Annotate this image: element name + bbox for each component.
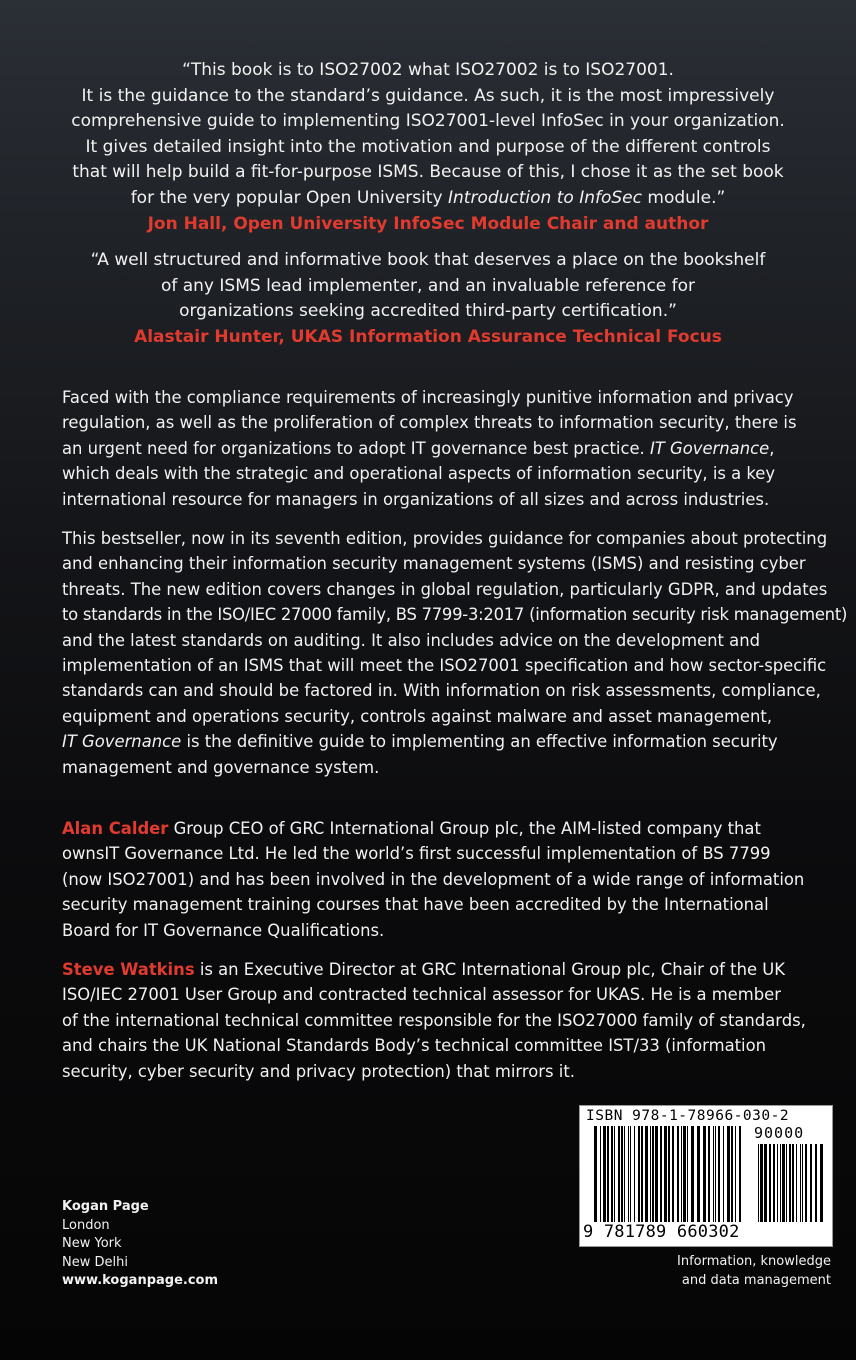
text-line: to standards in the ISO/IEC 27000 family, BS 7799-3:2017 (information security risk management) xyxy=(62,605,848,625)
barcode-bar xyxy=(614,1126,615,1222)
text: , xyxy=(769,438,775,458)
text-line: ownsIT Governance Ltd. He led the world’s first successful implementation of BS 7799 xyxy=(62,844,771,864)
author-name: Alan Calder xyxy=(62,819,169,838)
barcode-bar xyxy=(697,1126,700,1222)
quote-line: “A well structured and informative book that deserves a place on the bookshelf xyxy=(90,250,766,270)
subject-category xyxy=(640,1253,831,1290)
barcode-bar xyxy=(668,1126,670,1222)
text-line: management and governance system. xyxy=(62,757,380,777)
publisher-city: New Delhi xyxy=(62,1254,128,1270)
barcode-bar xyxy=(800,1144,801,1222)
publisher-website: www.koganpage.com xyxy=(62,1273,219,1288)
barcode-bar xyxy=(810,1144,812,1222)
quote-line: “This book is to ISO27002 what ISO27002 is to ISO27001. xyxy=(182,60,674,80)
text-line: ISO/IEC 27001 User Group and contracted technical assessor for UKAS. He is a member xyxy=(62,985,781,1005)
barcode-bar xyxy=(739,1126,741,1222)
text-line xyxy=(62,957,822,982)
barcode-bar xyxy=(600,1126,601,1222)
barcode-bar xyxy=(634,1126,635,1222)
barcode-bar xyxy=(650,1126,651,1222)
publisher-block xyxy=(62,1198,218,1291)
text-line: security management training courses that have been accredited by the International xyxy=(62,895,769,915)
barcode-bar xyxy=(731,1126,733,1222)
isbn-text: ISBN 978-1-78966-030-2 xyxy=(586,1108,790,1124)
barcode-bar xyxy=(703,1126,706,1222)
barcode-bar xyxy=(780,1144,781,1222)
course-title: Introduction to InfoSec xyxy=(448,187,642,208)
barcode-bar xyxy=(715,1126,716,1222)
barcode-bar xyxy=(727,1126,730,1222)
barcode-bar xyxy=(764,1144,767,1222)
barcode-bar xyxy=(645,1126,648,1222)
text-line: and enhancing their information security management systems (ISMS) and resisting cyber xyxy=(62,554,806,574)
quote-line xyxy=(0,186,856,212)
barcode-bar xyxy=(786,1144,787,1222)
text-line: Faced with the compliance requirements of increasingly punitive information and privacy xyxy=(62,388,794,407)
quote-line: It is the guidance to the standard’s guidance. As such, it is the most impressively xyxy=(81,85,775,106)
description-paragraph-1 xyxy=(62,385,822,512)
barcode-bar xyxy=(718,1126,720,1222)
category-line: and data management xyxy=(681,1272,831,1288)
publisher-city: London xyxy=(62,1217,110,1233)
barcode-bar xyxy=(782,1144,785,1222)
barcode-bar xyxy=(624,1126,625,1222)
barcode-bar xyxy=(607,1126,609,1222)
text-line: implementation of an ISMS that will meet the ISO27001 specification and how sector-specific xyxy=(62,656,827,676)
publisher-name: Kogan Page xyxy=(62,1199,149,1214)
text-line: standards can and should be factored in. With information on risk assessments, compliance, xyxy=(62,681,821,701)
text-line: security, cyber security and privacy protection) that mirrors it. xyxy=(62,1061,575,1081)
barcode-bar xyxy=(802,1144,803,1222)
isbn-barcode xyxy=(579,1105,833,1247)
barcode-bar xyxy=(789,1144,791,1222)
barcode-bar xyxy=(691,1126,694,1222)
barcode-bar xyxy=(735,1126,736,1222)
barcode-bar xyxy=(683,1126,686,1222)
barcode-bar xyxy=(681,1126,682,1222)
testimonial-quote-2 xyxy=(0,248,856,350)
quote-attribution: Alastair Hunter, UKAS Information Assurance Technical Focus xyxy=(134,326,722,347)
barcode-bar xyxy=(760,1144,763,1222)
text-line: of the international technical committee responsible for the ISO27000 family of standards, xyxy=(62,1010,806,1030)
book-title: IT Governance xyxy=(62,732,182,752)
barcode-bar xyxy=(641,1126,643,1222)
barcode-bar xyxy=(672,1126,674,1222)
barcode-bar xyxy=(603,1126,606,1222)
text: is an Executive Director at GRC International Group plc, Chair of the UK xyxy=(194,960,785,979)
quote-line: comprehensive guide to implementing ISO27001-level InfoSec in your organization. xyxy=(71,111,785,132)
quote-text: module.” xyxy=(641,187,726,208)
text: is the definitive guide to implementing an effective information security xyxy=(181,732,778,752)
text-line: regulation, as well as the proliferation of complex threats to information security, there is xyxy=(62,413,797,433)
barcode-bar xyxy=(758,1144,759,1222)
barcode-bar xyxy=(777,1144,778,1222)
category-line: Information, knowledge xyxy=(677,1254,831,1269)
barcode-bar xyxy=(621,1126,623,1222)
barcode-bar xyxy=(611,1126,613,1222)
text-line xyxy=(62,816,822,841)
text-line xyxy=(62,729,822,754)
barcode-bar xyxy=(820,1144,823,1222)
barcode-bar xyxy=(815,1144,817,1222)
barcode-bar xyxy=(638,1126,640,1222)
barcode-bar xyxy=(805,1144,807,1222)
barcode-bar xyxy=(708,1126,710,1222)
barcode-bar xyxy=(628,1126,629,1222)
text: an urgent need for organizations to adopt IT governance best practice. xyxy=(62,438,650,458)
barcode-bar xyxy=(664,1126,667,1222)
barcode-bar xyxy=(792,1144,794,1222)
testimonial-quote-1 xyxy=(0,58,856,237)
author-bio-watkins xyxy=(62,957,822,1084)
quote-text: for the very popular Open University xyxy=(130,187,449,208)
barcode-bar xyxy=(773,1144,775,1222)
quote-line: that will help build a fit-for-purpose ISMS. Because of this, I chose it as the set book xyxy=(72,162,784,183)
ean-number: 9 781789 660302 xyxy=(583,1222,740,1242)
barcode-bar xyxy=(652,1126,654,1222)
text-line: and the latest standards on auditing. It also includes advice on the development and xyxy=(62,630,760,650)
author-bio-calder xyxy=(62,816,822,943)
text-line: and chairs the UK National Standards Body’s technical committee IST/33 (information xyxy=(62,1036,767,1056)
text-line: Board for IT Governance Qualifications. xyxy=(62,920,385,940)
barcode-bar xyxy=(618,1126,620,1222)
barcode-addon-bars xyxy=(758,1144,826,1222)
text-line: This bestseller, now in its seventh edition, provides guidance for companies about protecting xyxy=(62,529,828,548)
barcode-bar xyxy=(594,1126,597,1222)
text-line: (now ISO27001) and has been involved in the development of a wide range of information xyxy=(62,869,805,889)
barcode-bars xyxy=(594,1126,746,1222)
barcode-bar xyxy=(796,1144,797,1222)
barcode-bar xyxy=(713,1126,714,1222)
barcode-bar xyxy=(655,1126,658,1222)
barcode-bar xyxy=(677,1126,679,1222)
quote-line: It gives detailed insight into the motivation and purpose of the different controls xyxy=(85,136,771,157)
quote-line: of any ISMS lead implementer, and an invaluable reference for xyxy=(160,275,696,296)
barcode-addon-number: 90000 xyxy=(754,1124,805,1142)
text-line: which deals with the strategic and operational aspects of information security, is a key xyxy=(62,464,776,484)
quote-attribution: Jon Hall, Open University InfoSec Module Chair and author xyxy=(147,213,709,234)
text: Group CEO of GRC International Group plc, the AIM-listed company that xyxy=(168,819,761,838)
barcode-bar xyxy=(687,1126,688,1222)
publisher-city: New York xyxy=(62,1236,122,1251)
description-paragraph-2 xyxy=(62,526,848,780)
text-line xyxy=(62,436,822,461)
quote-line: organizations seeking accredited third-party certification.” xyxy=(179,301,677,322)
barcode-bar xyxy=(769,1144,771,1222)
barcode-bar xyxy=(630,1126,631,1222)
text-line: equipment and operations security, controls against malware and asset management, xyxy=(62,706,773,726)
text-line: threats. The new edition covers changes in global regulation, particularly GDPR, and updates xyxy=(62,579,828,599)
barcode-bar xyxy=(723,1126,724,1222)
author-name: Steve Watkins xyxy=(62,960,195,979)
barcode-bar xyxy=(660,1126,662,1222)
text-line: international resource for managers in organizations of all sizes and across industries. xyxy=(62,489,770,509)
book-title: IT Governance xyxy=(649,438,770,458)
